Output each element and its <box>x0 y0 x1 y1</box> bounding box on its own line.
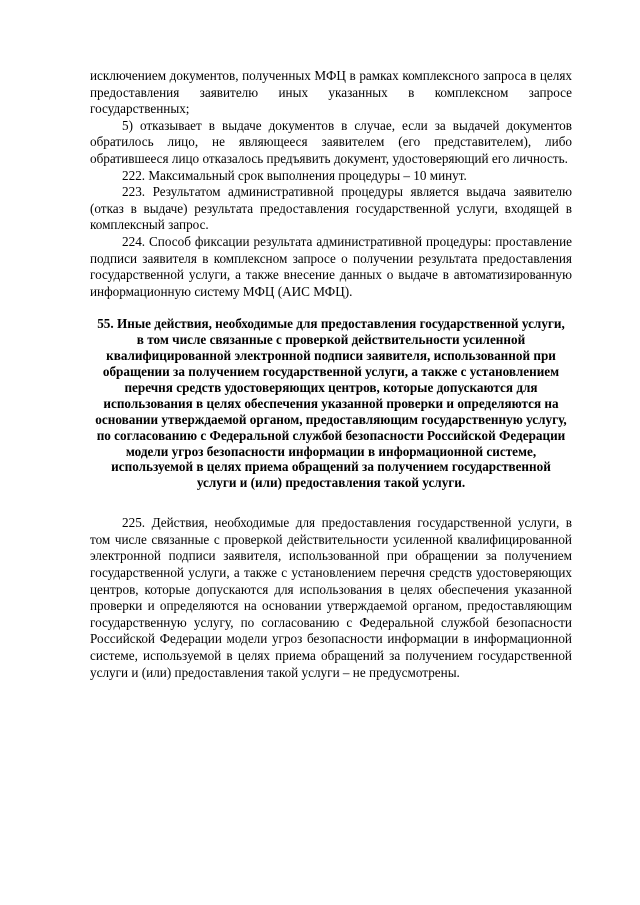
paragraph-continuation: исключением документов, полученных МФЦ в рамках комплексного запроса в целях предоставления заявителю иных указанных в комплексном запросе государственных; <box>90 68 572 117</box>
document-page <box>90 68 572 681</box>
paragraph-222: 222. Максимальный срок выполнения процедуры – 10 минут. <box>122 167 467 183</box>
section-heading-55: 55. Иные действия, необходимые для предоставления государственной услуги, в том числе связанные с проверкой действительности усиленной квалифицированной электронной подписи заявителя, использованной при обращении за получением государственной услуги, а также с установлением перечня средств удостоверяющих центров, которые допускаются для использования в целях обеспечения указанной проверки и определяются на основании утверждаемой органом, предоставляющим государственную услугу, по согласованию с Федеральной службой безопасности Российской Федерации модели угроз безопасности информации в информационной системе, используемой в целях приема обращений за получением государственной услуги и (или) предоставления такой услуги. <box>95 316 567 491</box>
paragraph-225: 225. Действия, необходимые для предоставления государственной услуги, в том числе связанные с проверкой действительности усиленной квалифицированной электронной подписи заявителя, использованной при обращении за получением государственной услуги, а также с установлением перечня средств удостоверяющих центров, которые допускаются для использования в целях обеспечения указанной проверки и определяются на основании утверждаемой органом, предоставляющим государственную услугу, по согласованию с Федеральной службой безопасности Российской Федерации модели угроз безопасности информации в информационной системе, используемой в целях приема обращений за получением государственной услуги и (или) предоставления такой услуги – не предусмотрены. <box>90 515 572 680</box>
paragraph-223: 223. Результатом административной процедуры является выдача заявителю (отказ в выдаче) результата предоставления государственной услуги, входящей в комплексный запрос. <box>90 184 572 233</box>
paragraph-item-5: 5) отказывает в выдаче документов в случае, если за выдачей документов обратилось лицо, не являющееся заявителем (его представителем), либо обратившееся лицо отказалось предъявить документ, удостоверяющий его личность. <box>90 117 572 166</box>
paragraph-224: 224. Способ фиксации результата административной процедуры: проставление подписи заявителя в комплексном запросе о получении результата предоставления государственной услуги, а также внесение данных о выдаче в автоматизированную информационную систему МФЦ (АИС МФЦ). <box>90 233 572 299</box>
